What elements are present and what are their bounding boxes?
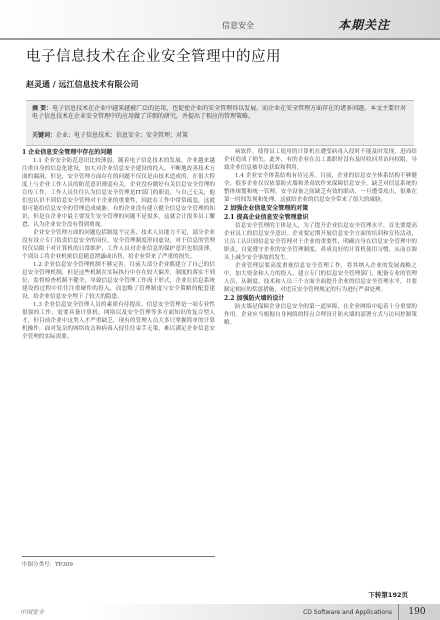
- keywords: [32, 131, 408, 141]
- journal-name: CD Software and Applications: [303, 609, 392, 616]
- header-divider: [0, 38, 440, 40]
- section-tag: 信息安全: [222, 21, 254, 30]
- body-paragraph: 1.2 企业信息安全管理机制不够完善。目前大部分企业都建立了自己的信息安全管理机制，但是这些机制在实际执行中存在较大偏差，制度的落实不到位，监督检查机制不健全，导致信息安全管理工作流于形式，企业在信息系统建设的过程中往往注重硬件的投入，而忽略了管理制度与安全策略的配套建设，给企业信息安全埋下了较大的隐患。: [22, 262, 215, 300]
- body-column-right: [224, 148, 417, 550]
- body-paragraph: 信息安全管理的主体是人，为了提升企业信息安全管理水平，首先要提高企业员工的信息安全意识。企业要定期开展信息安全方面的培训和宣传活动，让员工认识到信息安全管理对于企业的重要性，明确自身在信息安全管理中的职责，自觉遵守企业的安全管理制度，养成良好的计算机使用习惯，从而在源头上减少安全事故的发生。: [224, 223, 417, 261]
- keywords-text: 企业；电子信息技术；信息安全；安全管理；对策: [56, 132, 189, 139]
- body-paragraph: 防火墙是保障企业信息安全的第一道屏障，在企业网络中起着十分重要的作用。企业应当根据自身网络的特点合理设计防火墙的部署方式与访问控制策略。: [224, 304, 417, 326]
- classification-note: 中图分类号：TP309: [22, 562, 73, 568]
- footnote-divider: [22, 556, 215, 557]
- article-authors: 赵灵通 / 远江信息技术有限公司: [26, 80, 139, 89]
- article-title: 电子信息技术在企业安全管理中的应用: [26, 49, 281, 65]
- body-paragraph: 1.4 企业安全体系结构有待完善。目前，企业的信息安全体系结构不够健全，很多企业仅仅依靠防火墙和杀毒软件来保障信息安全，缺乏对信息系统的整体规划和统一管理，安全设备之间缺乏有效的联动，一旦遭受攻击，很难在第一时间发现和处理，这就给企业的信息安全带来了很大的威胁。: [224, 173, 417, 203]
- body-paragraph: 企业管理层要高度重视信息安全管理工作，将其纳入企业的发展战略之中，加大资金和人力的投入，建立专门的信息安全管理部门，配备专业的管理人员，从制度、技术和人员三个方面全面提升企业的信息安全管理水平，并要制定相应的奖惩措施，对违反安全管理规定的行为进行严肃处理。: [224, 263, 417, 293]
- body-paragraph: 1.3 企业信息安全管理人员的素质有待提高。信息安全管理是一项专业性很强的工作，需要具备计算机、网络以及安全管理等多方面知识的复合型人才，但目前企业中这类人才严重缺乏，现有的管理人员大多只掌握简单的计算机操作，面对复杂的网络攻击和病毒入侵往往束手无策，难以满足企业信息安全管理的实际需要。: [22, 302, 215, 340]
- section-heading: 2 加强企业信息安全管理的对策: [224, 205, 309, 212]
- section-heading: 2.1 提高企业信息安全管理意识: [224, 214, 309, 221]
- body-paragraph: 企业安全管理方面的问题包括制度不完善、技术人员能力不足，部分企业没有设立专门负责信息安全的岗位，安全管理制度形同虚设，对于信息的管理仅仅局限于对计算机的日常维护，工作人员对企业信息的保护意识也很淡薄，个别员工将企业机密信息随意泄露或出售，给企业带来了严重的损失。: [22, 230, 215, 260]
- column-title: 本期关注: [338, 18, 391, 32]
- continued-note: 下转第192页: [368, 591, 408, 599]
- abstract-text: 电子信息技术在企业中越来越被广泛的运用，也促使企业的安全管理得以发展，而企业在安全管理方面存在的诸多问题，本文主要针对电子信息技术在企业安全管理中的应用做了详细的研究，并提出了相应的管理策略。: [32, 105, 407, 120]
- page-number: 190: [398, 604, 435, 620]
- abstract-label: 摘 要：: [32, 105, 53, 112]
- body-paragraph: 1.1 企业安全防范意识比较薄弱。随着电子信息技术的发展，企业越来越注重自身的信息化建设，加大对企业信息安全建设的投入。不断地改善技术方面的漏洞，但是，安全管理方面存在的问题不仅仅是由技术造成的，在很大程度上与企业工作人员的防范意识薄弱有关。企业没有做好有关信息安全管理的宣传工作，工作人员往往认为信息安全管理是IT部门的职责，与自己无关，他们也认识不到信息安全管理对于企业的重要性，因此在工作中常常疏忽，这就很可能给信息安全的管理造成威胁。有的企业没有建立健全信息安全管理的知识，但是在企业中最主要发生安全管理的问题不是很多，这就会让很多员工懈怠，认为企业安全没有得到重视。: [22, 158, 215, 228]
- keywords-label: 关键词：: [32, 132, 57, 139]
- body-column-left: [22, 148, 215, 550]
- journal-logo: 中国安全: [20, 609, 45, 616]
- abstract-box: [26, 100, 414, 146]
- section-heading: 2.2 加强防火墙的设计: [224, 295, 285, 302]
- section-heading: 1 企业信息安全管理中存在的问题: [22, 149, 113, 156]
- abstract: [32, 105, 408, 129]
- body-paragraph: 病软件，使得员工使用的计算机在遭受病毒入侵时不能及时发现，进而给企业造成了损失。此外，有的企业在员工离职时没有及时收回其访问权限，导致企业信息被非法获取和利用。: [224, 149, 417, 171]
